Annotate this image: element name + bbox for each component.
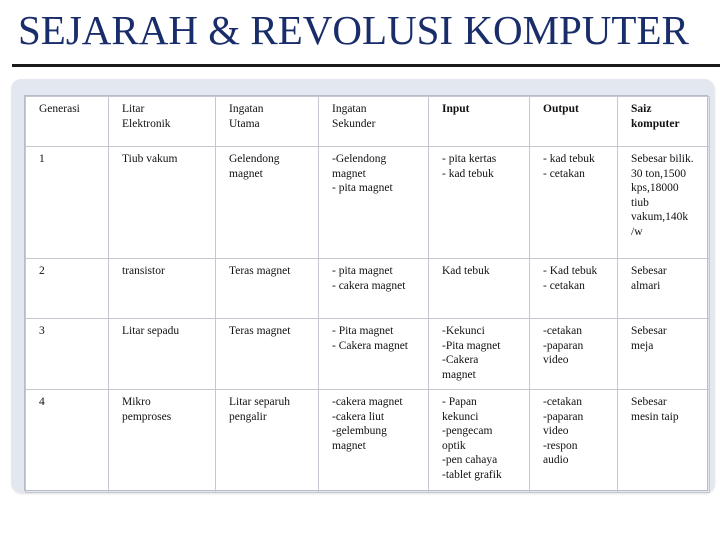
header-litar-elektronik: Litar Elektronik <box>109 97 216 147</box>
cell-generasi: 4 <box>26 390 109 493</box>
cell-generasi: 2 <box>26 259 109 319</box>
cell-saiz-komputer: Sebesar almari <box>618 259 710 319</box>
cell-saiz-komputer: Sebesar mesin taip <box>618 390 710 493</box>
cell-generasi: 1 <box>26 147 109 259</box>
header-output: Output <box>530 97 618 147</box>
title-divider <box>12 64 720 67</box>
slide-title: SEJARAH & REVOLUSI KOMPUTER <box>18 7 689 53</box>
cell-ingatan-utama: Litar separuh pengalir <box>216 390 319 493</box>
cell-output: -cetakan -paparan video -respon audio <box>530 390 618 493</box>
cell-litar-elektronik: Mikro pemproses <box>109 390 216 493</box>
header-ingatan-sekunder: Ingatan Sekunder <box>319 97 429 147</box>
cell-ingatan-sekunder: - pita magnet - cakera magnet <box>319 259 429 319</box>
header-input: Input <box>429 97 530 147</box>
cell-output: -cetakan -paparan video <box>530 319 618 390</box>
computer-generations-table <box>24 95 708 491</box>
cell-input: - pita kertas - kad tebuk <box>429 147 530 259</box>
cell-input: Kad tebuk <box>429 259 530 319</box>
table-row <box>26 147 710 259</box>
cell-litar-elektronik: transistor <box>109 259 216 319</box>
cell-ingatan-sekunder: - Pita magnet - Cakera magnet <box>319 319 429 390</box>
cell-litar-elektronik: Tiub vakum <box>109 147 216 259</box>
cell-ingatan-utama: Teras magnet <box>216 259 319 319</box>
cell-ingatan-utama: Teras magnet <box>216 319 319 390</box>
header-saiz-komputer: Saiz komputer <box>618 97 710 147</box>
header-ingatan-utama: Ingatan Utama <box>216 97 319 147</box>
cell-ingatan-utama: Gelendong magnet <box>216 147 319 259</box>
cell-input: -Kekunci -Pita magnet -Cakera magnet <box>429 319 530 390</box>
cell-generasi: 3 <box>26 319 109 390</box>
cell-input: - Papan kekunci -pengecam optik -pen cahaya -tablet grafik <box>429 390 530 493</box>
table-row <box>26 390 710 493</box>
cell-litar-elektronik: Litar sepadu <box>109 319 216 390</box>
header-generasi: Generasi <box>26 97 109 147</box>
cell-saiz-komputer: Sebesar meja <box>618 319 710 390</box>
generations-table <box>25 96 710 493</box>
cell-saiz-komputer: Sebesar bilik. 30 ton,1500 kps,18000 tiub vakum,140k /w <box>618 147 710 259</box>
cell-output: - Kad tebuk - cetakan <box>530 259 618 319</box>
table-header-row <box>26 97 710 147</box>
cell-ingatan-sekunder: -Gelendong magnet - pita magnet <box>319 147 429 259</box>
table-row <box>26 259 710 319</box>
cell-output: - kad tebuk - cetakan <box>530 147 618 259</box>
cell-ingatan-sekunder: -cakera magnet -cakera liut -gelembung magnet <box>319 390 429 493</box>
table-row <box>26 319 710 390</box>
